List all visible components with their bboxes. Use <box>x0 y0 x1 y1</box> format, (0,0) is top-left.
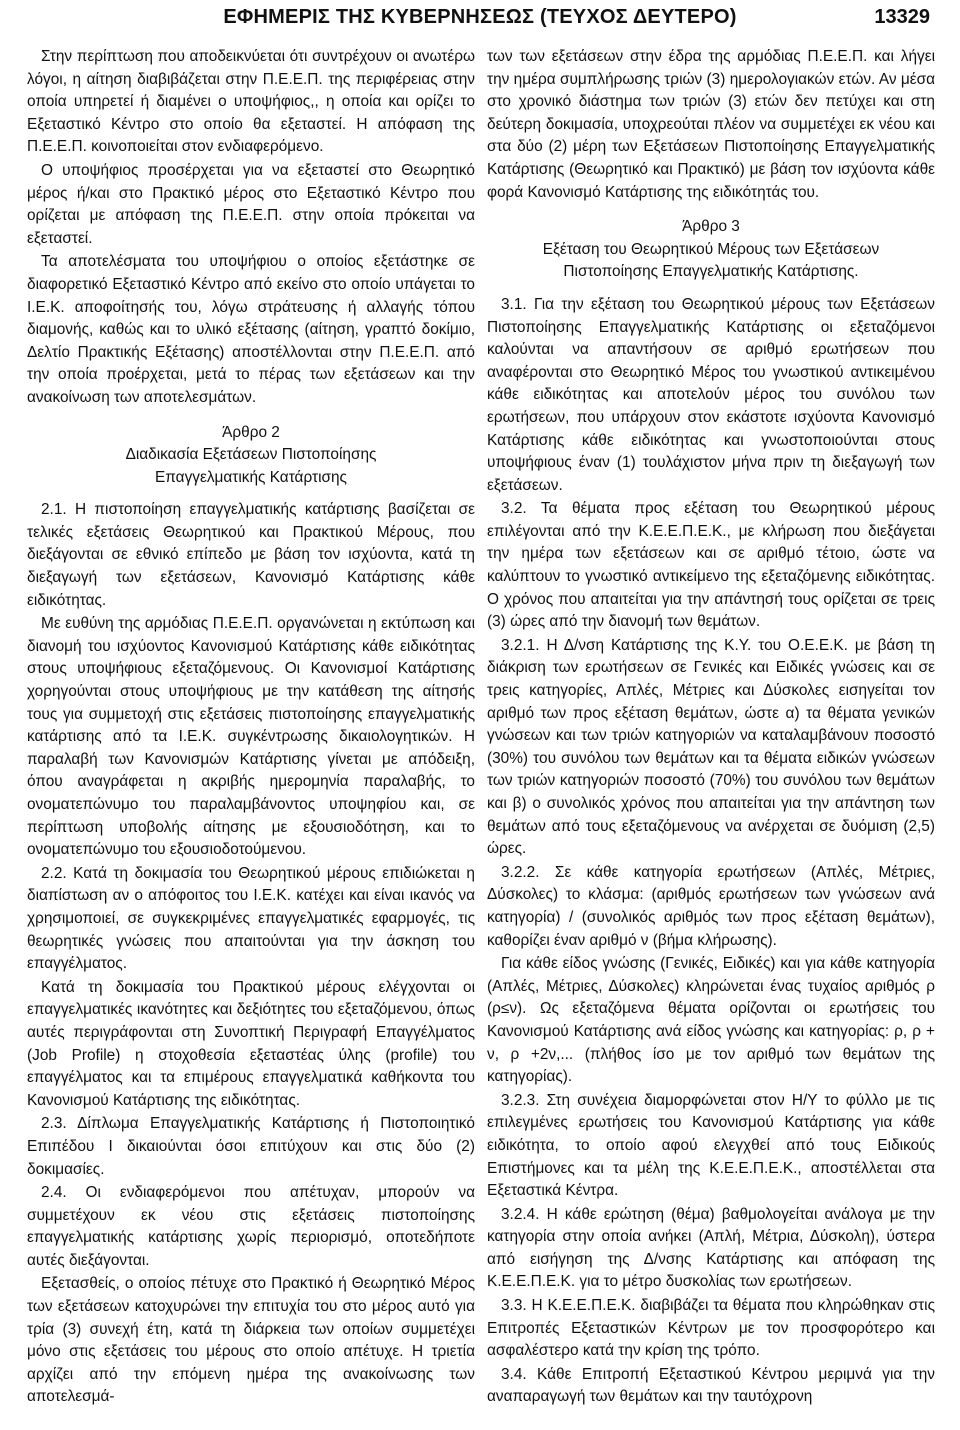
gazette-title: ΕΦΗΜΕΡΙΣ ΤΗΣ ΚΥΒΕΡΝΗΣΕΩΣ (ΤΕΥΧΟΣ ΔΕΥΤΕΡΟ) <box>223 6 737 28</box>
paragraph: 3.2. Τα θέματα προς εξέταση του Θεωρητικού μέρους επιλέγονται από την Κ.Ε.Ε.Π.Ε.Κ., με κλήρωση που διεξάγεται την ημέρα των εξετάσεων και σε αριθμό τέτοιο, ώστε να καλύπτουν το γνωστικό αντικείμενο της εξεταζόμενης ειδικότητας. Ο χρόνος που απαιτείται για την απάντησή τους ορίζεται σε τρεις (3) ώρες από την διανομή των θεμάτων. <box>487 500 935 631</box>
article-number: Άρθρο 2 <box>222 423 280 441</box>
paragraph: Εξετασθείς, ο οποίος πέτυχε στο Πρακτικό ή Θεωρητικό Μέρος των εξετάσεων κατοχυρώνει την επιτυχία του στο μέρος αυτό για τρία (3) συνεχή έτη, κατά τη διάρκεια των οποίων συμμετέχει μόνο στις εξετάσεις του μέρους στο οποίο απέτυχε. Η τριετία αρχίζει από την επόμενη ημέρα της ανακοίνωσης των αποτελεσμά- <box>27 1275 475 1406</box>
right-column <box>487 46 935 1410</box>
left-column <box>27 46 475 1410</box>
article-3-heading <box>487 216 935 284</box>
paragraph: Για κάθε είδος γνώσης (Γενικές, Ειδικές) και για κάθε κατηγορία (Απλές, Μέτριες, Δύσκολες) κληρώνεται ένας τυχαίος αριθμός ρ (ρ≤ν). Ως εξεταζόμενα θέματα ορίζονται οι ερωτήσεις του Κανονισμού Κατάρτισης ανά είδος γνώσης και κατηγορίας: ρ, ρ + ν, ρ +2ν,... (πλήθος ίσο με τον αριθμό των θεμάτων της κατηγορίας). <box>487 955 935 1086</box>
paragraph: 3.2.2. Σε κάθε κατηγορία ερωτήσεων (Απλές, Μέτριες, Δύσκολες) το κλάσμα: (αριθμός ερωτήσεων των γνώσεων ανά κατηγορία) / (συνολικός αριθμός των προς εξέταση θεμάτων), καθορίζει έναν αριθμό ν (βήμα κλήρωσης). <box>487 863 935 949</box>
paragraph: 3.2.4. Η κάθε ερώτηση (θέμα) βαθμολογείται ανάλογα με την κατηγορία στην οποία ανήκει (Απλή, Μέτρια, Δύσκολη), ύστερα από εισήγηση της Δ/νσης Κατάρτισης και απόφαση της Κ.Ε.Ε.Π.Ε.Κ. για το μέτρο δυσκολίας των ερωτήσεων. <box>487 1205 935 1291</box>
paragraph: 3.2.1. Η Δ/νση Κατάρτισης της Κ.Υ. του Ο.Ε.Ε.Κ. με βάση τη διάκριση των ερωτήσεων σε Γενικές και Ειδικές γνώσεις και σε τρεις κατηγορίες, Απλές, Μέτριες και Δύσκολες εισηγείται τον αριθμό των προς εξέταση θεμάτων, ώστε α) τα θέματα γενικών γνώσεων και των τριών κατηγοριών να καταλαμβάνουν ποσοστό (30%) του συνόλου των θεμάτων και τα θέματα ειδικών γνώσεων των τριών κατηγοριών ποσοστό (70%) του συνόλου των θεμάτων και β) ο συνολικός χρόνος που απαιτείται για την απάντηση των θεμάτων από τους εξεταζόμενους να ανέρχεται σε δυόμιση (2,5) ώρες. <box>487 636 935 858</box>
article-title: Εξέταση του Θεωρητικού Μέρους των Εξετάσεων <box>542 240 880 258</box>
paragraph: 3.3. Η Κ.Ε.Ε.Π.Ε.Κ. διαβιβάζει τα θέματα που κληρώθηκαν στις Επιτροπές Εξεταστικών Κέντρων με τον προσφορότερο και ασφαλέστερο κατά την κρίση της τρόπο. <box>487 1297 935 1360</box>
paragraph: Τα αποτελέσματα του υποψήφιου ο οποίος εξετάστηκε σε διαφορετικό Εξεταστικό Κέντρο από εκείνο στο οποίο υπάγεται το Ι.Ε.Κ. αποφοίτησής του, λόγω στράτευσης ή αλλαγής τόπου διαμονής, καθώς και το υλικό εξέτασης (αίτηση, γραπτό δοκίμιο, Δελτίο Πρακτικής Εξέτασης) αποστέλλονται στην Π.Ε.Ε.Π. από την οποία προέρχεται, μετά το πέρας των εξετάσεων και την ανακοίνωση των αποτελεσμάτων. <box>27 253 475 406</box>
paragraph: 3.1. Για την εξέταση του Θεωρητικού μέρους των Εξετάσεων Πιστοποίησης Επαγγελματικής Κατάρτισης οι εξεταζόμενοι καλούνται να απαντήσουν σε αριθμό ερωτήσεων που αναφέρονται στο Θεωρητικό Μέρος του γνωστικού αντικειμένου κάθε ειδικότητας και αποτελούν μέρος του συνόλου των ερωτήσεων, που υπάρχουν στον εκάστοτε ισχύοντα Κανονισμό Κατάρτισης κάθε ειδικότητας και γνωστοποιούνται στους υποψήφιους έναν (1) τουλάχιστον μήνα πριν τη διεξαγωγή των εξετάσεων. <box>487 295 935 494</box>
paragraph: 3.4. Κάθε Επιτροπή Εξεταστικού Κέντρου μεριμνά για την αναπαραγωγή των θεμάτων και την ταυτόχρονη <box>487 1365 935 1406</box>
page-number: 13329 <box>874 6 930 28</box>
page-header <box>30 6 930 36</box>
paragraph: 2.4. Οι ενδιαφερόμενοι που απέτυχαν, μπορούν να συμμετέχουν εκ νέου στις εξετάσεις πιστοποίησης επαγγελματικής κατάρτισης χωρίς περιορισμό, οποτεδήποτε αυτές διεξάγονται. <box>27 1184 475 1269</box>
paragraph: Με ευθύνη της αρμόδιας Π.Ε.Ε.Π. οργανώνεται η εκτύπωση και διανομή του ισχύοντος Κανονισμού Κατάρτισης κάθε ειδικότητας στους υποψήφιους εξεταζόμενους. Οι Κανονισμοί Κατάρτισης χορηγούνται στους υποψήφιους με την κατάθεση της αίτησής τους για συμμετοχή στις εξετάσεις πιστοποίησης επαγγελματικής κατάρτισης από τα Ι.Ε.Κ. συγκέντρωσης δικαιολογητικών. Η παραλαβή των Κανονισμών Κατάρτισης γίνεται με απόδειξη, όπου αναγράφεται η ακριβής ημερομηνία παραλαβής, το ονοματεπώνυμο του παραλαμβάνοντος υποψηφίου και, σε περίπτωση υποβολής αίτησης με εξουσιοδότηση, και το ονοματεπώνυμο του εξουσιοδοτούμενου. <box>27 615 475 859</box>
paragraph: 2.2. Κατά τη δοκιμασία του Θεωρητικού μέρους επιδιώκεται η διαπίστωση αν ο απόφοιτος του Ι.Ε.Κ. κατέχει και είναι ικανός να χρησιμοποιεί, σε συγκεκριμένες επαγγελματικές εφαρμογές, τις θεωρητικές γνώσεις που απαιτούνται για την άσκηση του επαγγέλματος. <box>27 864 475 973</box>
article-title: Διαδικασία Εξετάσεων Πιστοποίησης <box>125 446 377 464</box>
paragraph: 2.1. Η πιστοποίηση επαγγελματικής κατάρτισης βασίζεται σε τελικές εξετάσεις Θεωρητικού και Πρακτικού Μέρους, που διεξάγονται σε εθνικό επίπεδο με βάση τον ισχύοντα, κατά τη διεξαγωγή των εξετάσεων, Κανονισμό Κατάρτισης κάθε ειδικότητας. <box>27 501 475 609</box>
paragraph: 3.2.3. Στη συνέχεια διαμορφώνεται στον Η/Υ το φύλλο με τις επιλεγμένες ερωτήσεις του Κανονισμού Κατάρτισης για κάθε ειδικότητα, το οποίο αφού ελεγχθεί από τους Ειδικούς Επιστήμονες και τα μέλη της Κ.Ε.Ε.Π.Ε.Κ., αποστέλλεται στα Εξεταστικά Κέντρα. <box>487 1091 935 1200</box>
article-2-heading <box>27 422 475 490</box>
paragraph: Στην περίπτωση που αποδεικνύεται ότι συντρέχουν οι ανωτέρω λόγοι, η αίτηση διαβιβάζεται στην Π.Ε.Ε.Π. της περιφέρειας στην οποία υπηρετεί ή διαμένει ο υποψήφιος,, η οποία και ορίζει το Εξεταστικό Κέντρο στο οποίο θα εξεταστεί. Η απόφαση της Π.Ε.Ε.Π. κοινοποιείται στον ενδιαφερόμενο. <box>27 48 475 156</box>
paragraph: Κατά τη δοκιμασία του Πρακτικού μέρους ελέγχονται οι επαγγελματικές ικανότητες και δεξιότητες του εξεταζόμενου, όπως αυτές περιγράφονται στη Συνοπτική Περιγραφή Επαγγέλματος (Job Profile) η στοχοθεσία εξεταστέας ύλης (profile) του επαγγέλματος και τα επιμέρους επαγγελματικά καθήκοντα του Κανονισμού Κατάρτισης της ειδικότητας. <box>27 978 475 1109</box>
paragraph: Ο υποψήφιος προσέρχεται για να εξεταστεί στο Θεωρητικό μέρος ή/και στο Πρακτικό μέρος στο Εξεταστικό Κέντρο που ορίζεται με απόφαση της Π.Ε.Ε.Π. στην οποία πρόκειται να εξεταστεί. <box>27 161 475 247</box>
article-title: Επαγγελματικής Κατάρτισης <box>155 468 347 486</box>
article-number: Άρθρο 3 <box>682 218 740 236</box>
article-title: Πιστοποίησης Επαγγελματικής Κατάρτισης. <box>563 263 859 281</box>
paragraph: των των εξετάσεων στην έδρα της αρμόδιας Π.Ε.Ε.Π. και λήγει την ημέρα συμπλήρωσης τριών (3) ημερολογιακών ετών. Αν μέσα στο χρονικό διάστημα των τριών (3) ετών δεν πετύχει και στη δεύτερη δοκιμασία, υποχρεούται πλέον να συμμετέχει εκ νέου και στα δύο (2) μέρη των Εξετάσεων Πιστοποίησης Επαγγελματικής Κατάρτισης (Θεωρητικό και Πρακτικό) με βάση τον ισχύοντα κάθε φορά Κανονισμό Κατάρτισης της ειδικότητάς του. <box>487 48 935 201</box>
paragraph: 2.3. Δίπλωμα Επαγγελματικής Κατάρτισης ή Πιστοποιητικό Επιπέδου Ι δικαιούνται όσοι επιτύχουν και στις δύο (2) δοκιμασίες. <box>27 1115 475 1178</box>
